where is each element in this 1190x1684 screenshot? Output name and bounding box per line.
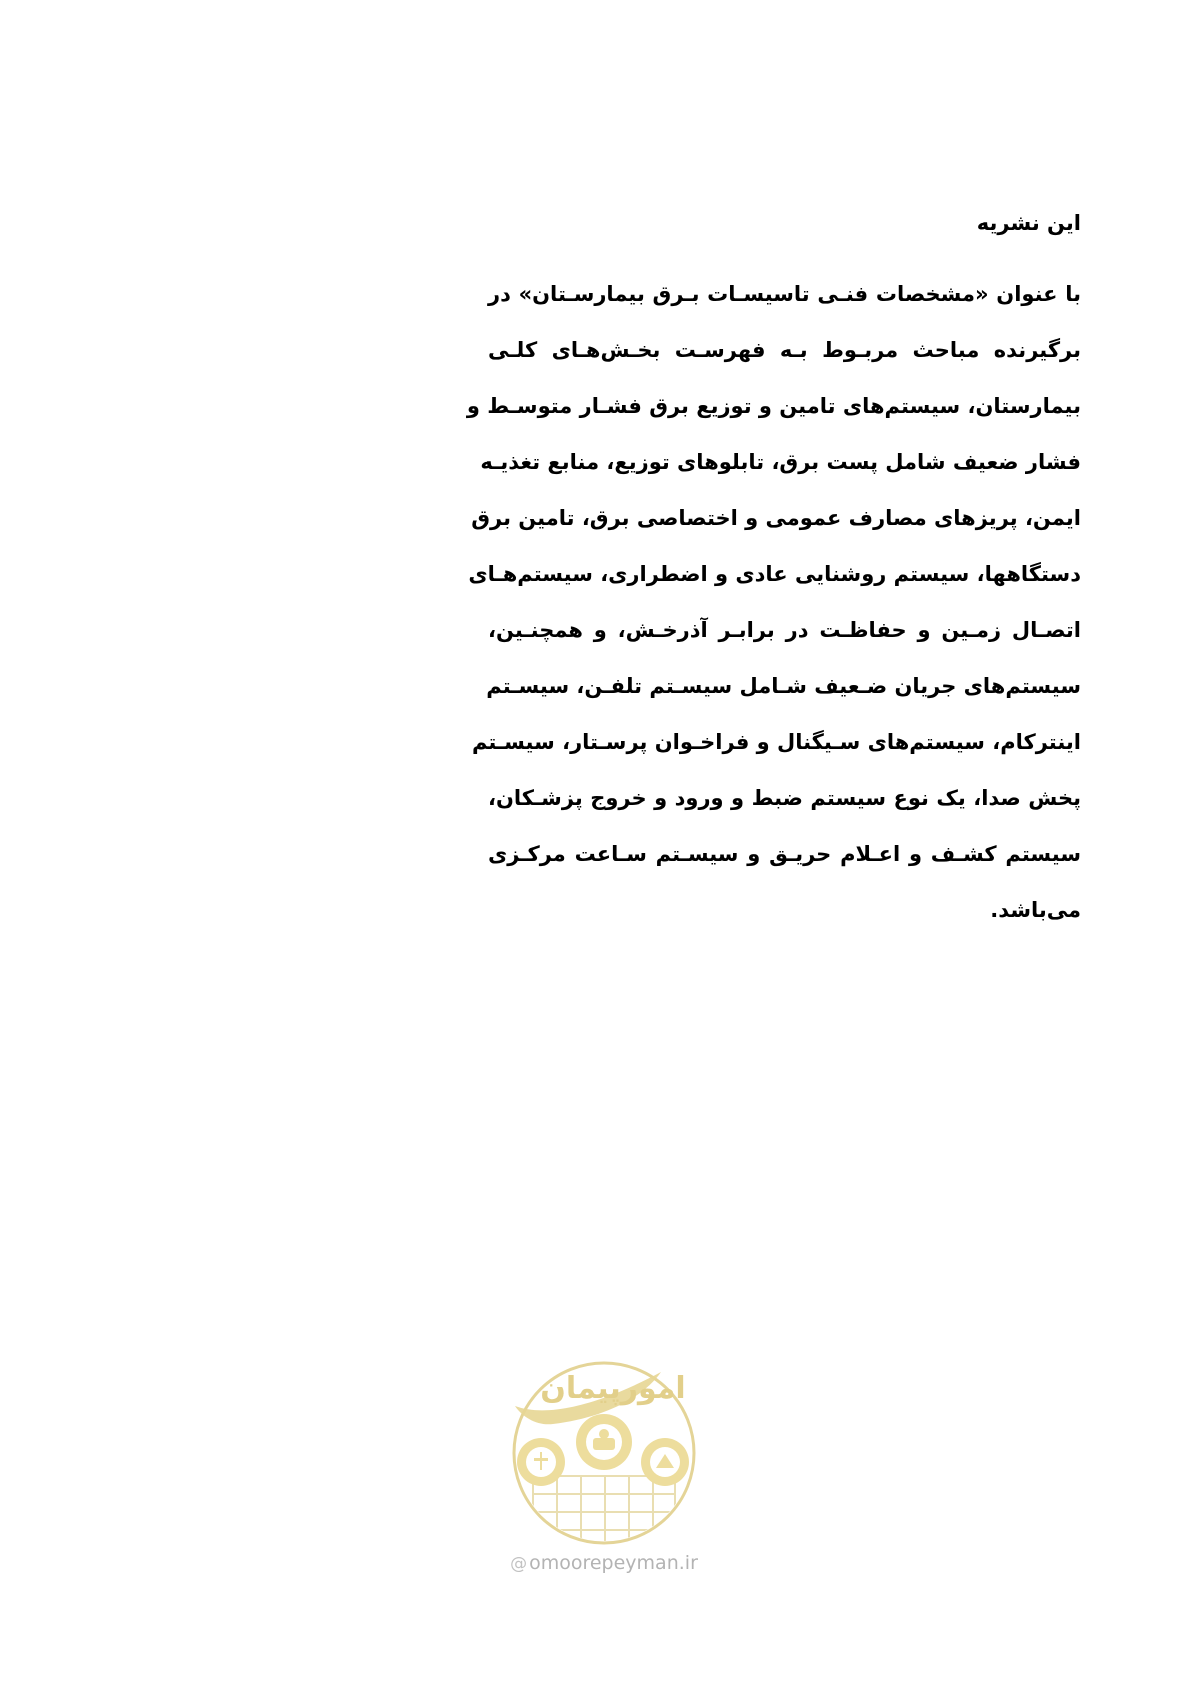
at-sign-icon: @ <box>510 1554 528 1574</box>
text-line: ایمن، پریزهای مصارف عمومی و اختصاصی برق، تامین برق <box>471 506 1081 530</box>
text-line: سیستم کشـف و اعـلام حریـق و سیسـتم سـاعت مرکـزی <box>488 842 1081 866</box>
text-line: فشار ضعیف شامل پست برق، تابلوهای توزیع، منابع تغذیـه <box>480 450 1081 474</box>
text-line: سیستم‌های جریان ضـعیف شـامل سیسـتم تلفـن، سیسـتم <box>486 674 1081 698</box>
text-line: اینترکام، سیستم‌های سـیگنال و فراخـوان پرسـتار، سیسـتم <box>471 730 1081 754</box>
text-line: برگیرنده مباحث مربـوط بـه فهرسـت بخـش‌هـای کلـی <box>488 338 1081 362</box>
watermark-url <box>493 1552 715 1574</box>
document-body-text <box>466 210 1081 938</box>
document-heading-line: این نشریه <box>976 211 1081 235</box>
logo-text: امورپیمان <box>540 1371 686 1406</box>
text-line: دستگاهها، سیستم روشنایی عادی و اضطراری، سیستم‌هـای <box>468 562 1081 586</box>
watermark-url-text: omoorepeyman.ir <box>529 1552 698 1574</box>
text-line: بیمارستان، سیستم‌های تامین و توزیع برق فشـار متوسـط و <box>466 394 1081 418</box>
text-line: با عنوان «مشخصات فنـی تاسیسـات بـرق بیمارسـتان» در <box>488 282 1081 306</box>
text-line-last: می‌باشد. <box>990 898 1081 922</box>
logo-emblem-icon <box>493 1358 715 1548</box>
text-line: پخش صدا، یک نوع سیستم ضبط و ورود و خروج پزشـکان، <box>488 786 1081 810</box>
watermark-logo <box>493 1358 715 1598</box>
text-line: اتصـال زمـین و حفاظـت در برابـر آذرخـش، و همچنـین، <box>488 618 1081 642</box>
